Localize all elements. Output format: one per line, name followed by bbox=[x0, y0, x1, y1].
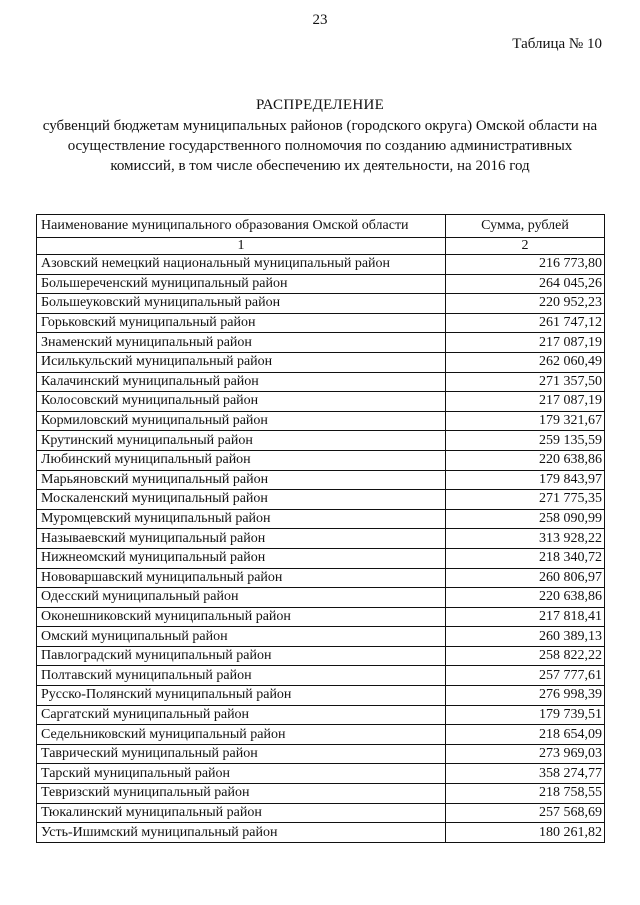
subvention-sum: 271 775,35 bbox=[446, 490, 605, 510]
district-name: Называевский муниципальный район bbox=[37, 529, 446, 549]
table-row bbox=[37, 352, 605, 372]
subvention-sum: 179 843,97 bbox=[446, 470, 605, 490]
district-name: Кормиловский муниципальный район bbox=[37, 411, 446, 431]
column-number-row bbox=[37, 238, 605, 255]
district-name: Марьяновский муниципальный район bbox=[37, 470, 446, 490]
table-row bbox=[37, 490, 605, 510]
subvention-sum: 313 928,22 bbox=[446, 529, 605, 549]
district-name: Азовский немецкий национальный муниципальный район bbox=[37, 255, 446, 275]
subvention-sum: 179 739,51 bbox=[446, 705, 605, 725]
table-row bbox=[37, 646, 605, 666]
subvention-sum: 271 357,50 bbox=[446, 372, 605, 392]
district-name: Крутинский муниципальный район bbox=[37, 431, 446, 451]
district-name: Тевризский муниципальный район bbox=[37, 784, 446, 804]
table-row bbox=[37, 568, 605, 588]
table-body bbox=[37, 238, 605, 843]
district-name: Таврический муниципальный район bbox=[37, 744, 446, 764]
subvention-sum: 260 806,97 bbox=[446, 568, 605, 588]
document-subtitle bbox=[30, 116, 610, 176]
district-name: Седельниковский муниципальный район bbox=[37, 725, 446, 745]
table-row bbox=[37, 744, 605, 764]
subvention-sum: 220 638,86 bbox=[446, 588, 605, 608]
subvention-sum: 216 773,80 bbox=[446, 255, 605, 275]
subvention-sum: 258 090,99 bbox=[446, 509, 605, 529]
subtitle-line: осуществление государственного полномочия по созданию административных bbox=[67, 138, 573, 154]
table-row bbox=[37, 803, 605, 823]
subvention-sum: 259 135,59 bbox=[446, 431, 605, 451]
district-name: Тюкалинский муниципальный район bbox=[37, 803, 446, 823]
subvention-sum: 217 818,41 bbox=[446, 607, 605, 627]
district-name: Саргатский муниципальный район bbox=[37, 705, 446, 725]
table-row bbox=[37, 431, 605, 451]
table-row bbox=[37, 705, 605, 725]
district-name: Усть-Ишимский муниципальный район bbox=[37, 823, 446, 843]
table-row bbox=[37, 823, 605, 843]
district-name: Полтавский муниципальный район bbox=[37, 666, 446, 686]
document-title: РАСПРЕДЕЛЕНИЕ bbox=[255, 97, 385, 113]
subvention-sum: 218 654,09 bbox=[446, 725, 605, 745]
district-name: Тарский муниципальный район bbox=[37, 764, 446, 784]
district-name: Колосовский муниципальный район bbox=[37, 392, 446, 412]
district-name: Большереченский муниципальный район bbox=[37, 274, 446, 294]
table-row bbox=[37, 548, 605, 568]
district-name: Знаменский муниципальный район bbox=[37, 333, 446, 353]
table-row bbox=[37, 725, 605, 745]
district-name: Большеуковский муниципальный район bbox=[37, 294, 446, 314]
table-row bbox=[37, 313, 605, 333]
district-name: Горьковский муниципальный район bbox=[37, 313, 446, 333]
subvention-sum: 217 087,19 bbox=[446, 392, 605, 412]
district-name: Любинский муниципальный район bbox=[37, 450, 446, 470]
subventions-table bbox=[36, 214, 605, 843]
subvention-sum: 257 777,61 bbox=[446, 666, 605, 686]
district-name: Русско-Полянский муниципальный район bbox=[37, 686, 446, 706]
table-row bbox=[37, 470, 605, 490]
table-row bbox=[37, 450, 605, 470]
table-row bbox=[37, 764, 605, 784]
subvention-sum: 273 969,03 bbox=[446, 744, 605, 764]
subvention-sum: 264 045,26 bbox=[446, 274, 605, 294]
subvention-sum: 220 638,86 bbox=[446, 450, 605, 470]
subtitle-line: субвенций бюджетам муниципальных районов (городского округа) Омской области на bbox=[42, 118, 598, 134]
table-row bbox=[37, 588, 605, 608]
subvention-sum: 257 568,69 bbox=[446, 803, 605, 823]
table-row bbox=[37, 274, 605, 294]
header-name: Наименование муниципального образования Омской области bbox=[37, 215, 446, 238]
table-row bbox=[37, 411, 605, 431]
subvention-sum: 218 340,72 bbox=[446, 548, 605, 568]
subvention-sum: 217 087,19 bbox=[446, 333, 605, 353]
table-row bbox=[37, 627, 605, 647]
column-number-2: 2 bbox=[446, 238, 605, 255]
district-name: Нижнеомский муниципальный район bbox=[37, 548, 446, 568]
table-row bbox=[37, 607, 605, 627]
subvention-sum: 260 389,13 bbox=[446, 627, 605, 647]
district-name: Одесский муниципальный район bbox=[37, 588, 446, 608]
district-name: Оконешниковский муниципальный район bbox=[37, 607, 446, 627]
district-name: Исилькульский муниципальный район bbox=[37, 352, 446, 372]
table-row bbox=[37, 392, 605, 412]
table-row bbox=[37, 333, 605, 353]
table-row bbox=[37, 666, 605, 686]
table-row bbox=[37, 529, 605, 549]
column-number-1: 1 bbox=[37, 238, 446, 255]
subvention-sum: 180 261,82 bbox=[446, 823, 605, 843]
subvention-sum: 218 758,55 bbox=[446, 784, 605, 804]
table-row bbox=[37, 255, 605, 275]
subvention-sum: 220 952,23 bbox=[446, 294, 605, 314]
district-name: Нововаршавский муниципальный район bbox=[37, 568, 446, 588]
table-row bbox=[37, 509, 605, 529]
subtitle-line: комиссий, в том числе обеспечению их деятельности, на 2016 год bbox=[110, 158, 530, 174]
subvention-sum: 261 747,12 bbox=[446, 313, 605, 333]
subvention-sum: 262 060,49 bbox=[446, 352, 605, 372]
district-name: Калачинский муниципальный район bbox=[37, 372, 446, 392]
table-row bbox=[37, 372, 605, 392]
table-label: Таблица № 10 bbox=[512, 36, 602, 52]
table-row bbox=[37, 294, 605, 314]
subvention-sum: 179 321,67 bbox=[446, 411, 605, 431]
table-row bbox=[37, 784, 605, 804]
subvention-sum: 358 274,77 bbox=[446, 764, 605, 784]
subvention-sum: 258 822,22 bbox=[446, 646, 605, 666]
subvention-sum: 276 998,39 bbox=[446, 686, 605, 706]
table-row bbox=[37, 686, 605, 706]
page-number: 23 bbox=[312, 12, 328, 28]
district-name: Москаленский муниципальный район bbox=[37, 490, 446, 510]
district-name: Омский муниципальный район bbox=[37, 627, 446, 647]
header-sum: Сумма, рублей bbox=[446, 215, 605, 238]
district-name: Павлоградский муниципальный район bbox=[37, 646, 446, 666]
table-header-row bbox=[37, 215, 605, 238]
district-name: Муромцевский муниципальный район bbox=[37, 509, 446, 529]
